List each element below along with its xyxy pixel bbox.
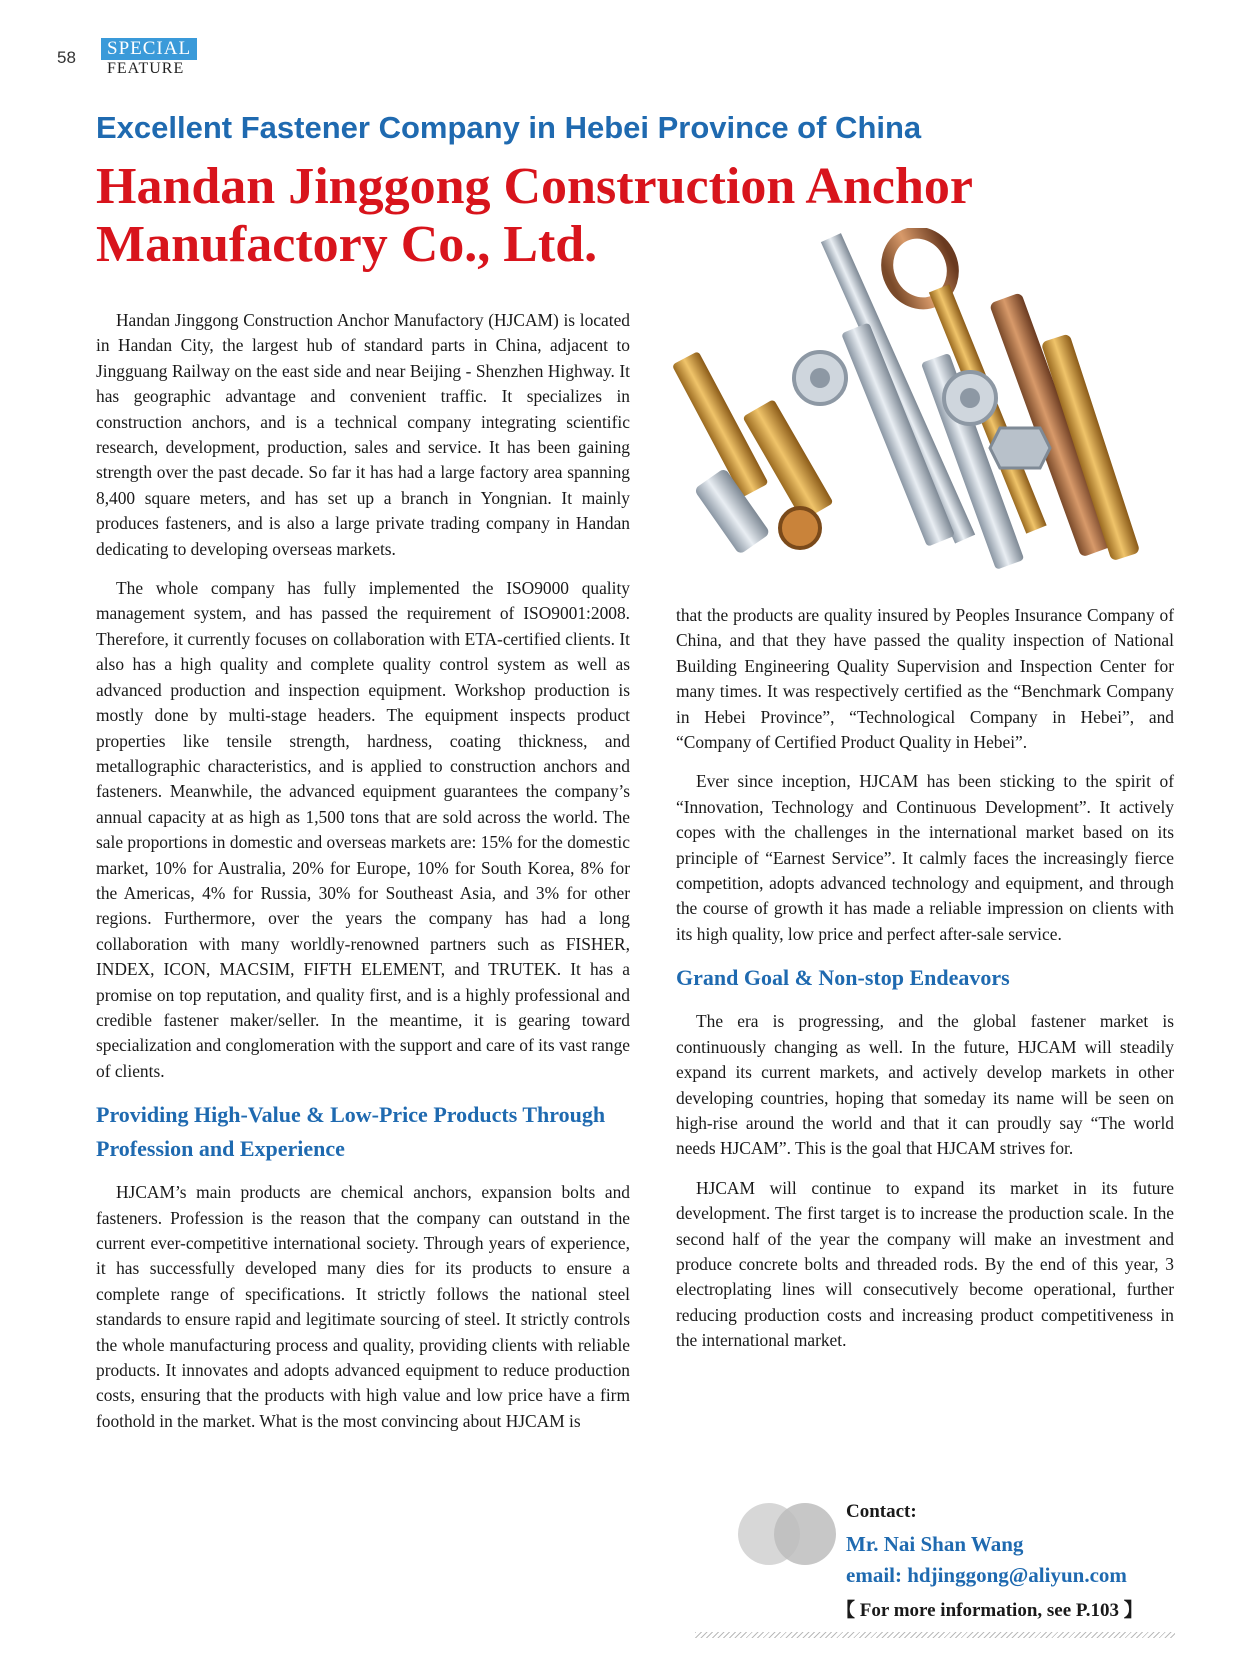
- contact-name: Mr. Nai Shan Wang: [846, 1532, 1024, 1556]
- section-badge-bottom: FEATURE: [107, 60, 185, 77]
- section-badge-top: SPECIAL: [101, 38, 197, 60]
- contact-box: [730, 1495, 1180, 1625]
- contact-email[interactable]: email: hdjinggong@aliyun.com: [846, 1563, 1127, 1587]
- subheading: Providing High-Value & Low-Price Products Through Profession and Experience: [96, 1102, 606, 1162]
- body-paragraph: HJCAM will continue to expand its market in its future development. The first target is to increase the production scale. In the second half of the year the company will make an investment and produce concrete bolts and threaded rods. By the end of this year, 3 electroplating lines will consecutively become operational, further reducing production costs and increasing product competitiveness in the international market.: [676, 1177, 1174, 1351]
- body-paragraph: The whole company has fully implemented the ISO9000 quality management system, and has passed the requirement of ISO9001:2008. Therefore, it currently focuses on collaboration with ETA-certified clients. It also has a high quality and complete quality control system as well as advanced production and inspection equipment. Workshop production is mostly done by multi-stage headers. The equipment inspects product properties like tensile strength, hardness, coating thickness, and metallographic characteristics, and is applied to construction anchors and fasteners. Meanwhile, the advanced equipment guarantees the company’s annual capacity at as high as 1,500 tons that are sold across the world. The sale proportions in domestic and overseas markets are: 15% for the domestic market, 10% for Australia, 20% for Europe, 10% for South Korea, 8% for the Americas, 4% for Russia, 30% for Southeast Asia, and 3% for other regions. Furthermore, over the years the company has had a long collaboration with many worldly-renowned partners such as FISHER, INDEX, ICON, MACSIM, FIFTH ELEMENT, and TRUTEK. It has a promise on top reputation, and quality first, and is a highly professional and credible fastener maker/seller. In the meantime, it is gearing toward specialization and conglomeration with the support and care of its vast range of clients.: [96, 578, 630, 1081]
- section-badge: [101, 38, 197, 78]
- body-paragraph: The era is progressing, and the global fastener market is continuously changing as well. In the future, HJCAM will steadily expand its current markets, and actively develop markets in other developing countries, hoping that someday its name will be seen on high-rise around the world and that it can proudly say “The world needs HJCAM”. This is the goal that HJCAM strives for.: [676, 1011, 1174, 1159]
- right-column: [676, 603, 1174, 1368]
- body-paragraph: Ever since inception, HJCAM has been sticking to the spirit of “Innovation, Technology and Continuous Development”. It actively copes with the challenges in the international market based on its principle of “Earnest Service”. It calmly faces the increasingly fierce competition, adopts advanced technology and equipment, and through the course of growth it has made a reliable impression on clients with its high quality, low price and perfect after-sale service.: [676, 771, 1174, 944]
- contact-label: Contact:: [846, 1501, 917, 1522]
- page-number: 58: [57, 48, 76, 67]
- footer-hatch-divider: [695, 1632, 1175, 1638]
- body-paragraph: HJCAM’s main products are chemical anchors, expansion bolts and fasteners. Profession is the reason that the company can outstand in the current ever-competitive international society. Through years of experience, it has successfully developed many dies for its products to ensure a complete range of specifications. It strictly follows the national steel standards to ensure rapid and legitimate sourcing of steel. It strictly controls the whole manufacturing process and quality, providing clients with reliable products. It innovates and adopts advanced equipment to reduce production costs, ensuring that the products with high value and low price have a firm foothold in the market. What is the most convincing about HJCAM is: [96, 1182, 630, 1431]
- anchor-bolts-photo: [670, 228, 1180, 596]
- decorative-circle-icon: [774, 1503, 836, 1565]
- more-info-note: 【 For more information, see P.103 】: [836, 1600, 1143, 1621]
- subheading: Grand Goal & Non-stop Endeavors: [676, 965, 1010, 991]
- body-paragraph: that the products are quality insured by Peoples Insurance Company of China, and that they have passed the quality inspection of National Building Engineering Quality Supervision and Inspection Center for many times. It was respectively certified as the “Benchmark Company in Hebei Province”, “Technological Company in Hebei”, and “Company of Certified Product Quality in Hebei”.: [676, 605, 1174, 753]
- body-paragraph: Handan Jinggong Construction Anchor Manufactory (HJCAM) is located in Handan City, the largest hub of standard parts in China, adjacent to Jingguang Railway on the east side and near Beijing - Shenzhen Highway. It has geographic advantage and convenient traffic. It specializes in construction anchors, and is a technical company integrating scientific research, development, production, sales and service. It has been gaining strength over the past decade. So far it has had a large factory area spanning 8,400 square meters, and has set up a branch in Yongnian. It mainly produces fasteners, and is also a large private trading company in Handan dedicating to developing overseas markets.: [96, 310, 630, 559]
- headline: Handan Jinggong Construction Anchor Manufactory Co., Ltd.: [96, 158, 973, 273]
- kicker-title: Excellent Fastener Company in Hebei Province of China: [96, 110, 922, 145]
- left-column: [96, 308, 630, 1448]
